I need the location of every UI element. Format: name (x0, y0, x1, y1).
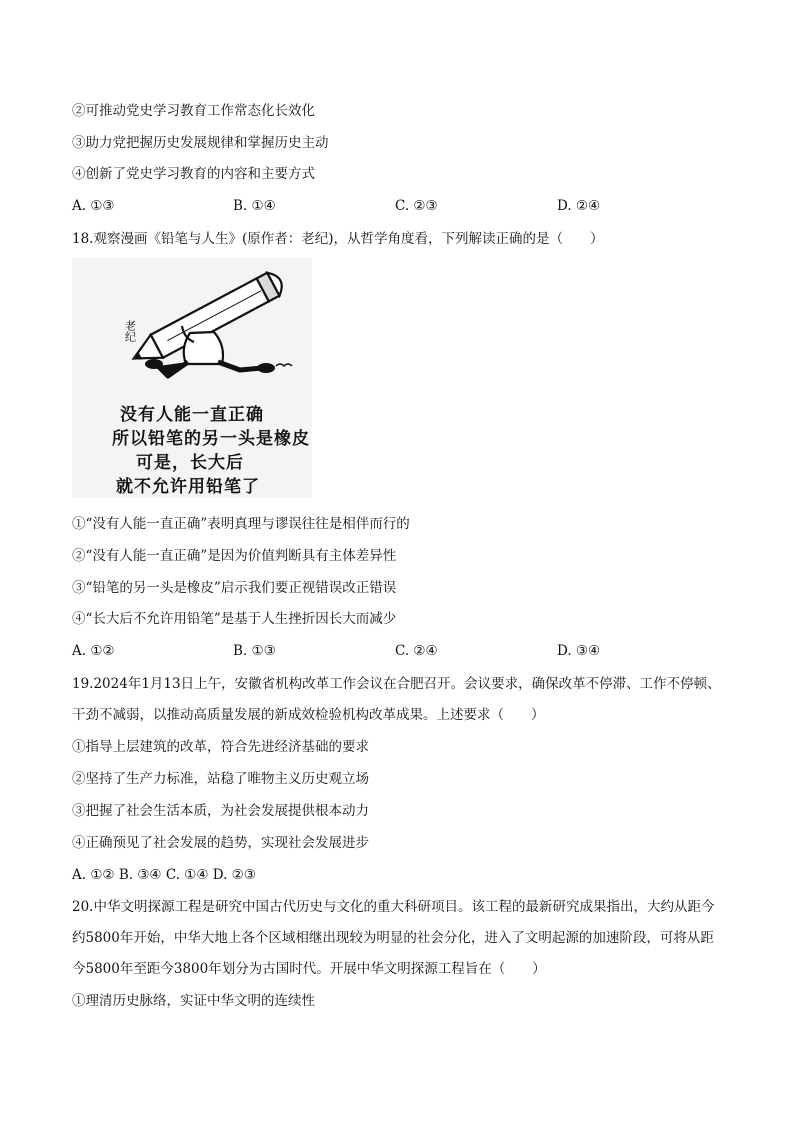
q19-item-4: ④正确预见了社会发展的趋势，实现社会发展进步 (72, 835, 369, 851)
cartoon-signature: 老纪 (123, 320, 137, 342)
q18-option-d: D. ③④ (557, 643, 601, 659)
q19-stem: 19.2024年1月13日上午，安徽省机构改革工作会议在合肥召开。会议要求，确保改革不停滞、工作不停顿、干劲不减弱，以推动高质量发展的新成效检验机构改革成果。上述要求（ ） (72, 676, 721, 723)
cartoon-caption-line-3: 可是，长大后 (136, 453, 244, 473)
q20-item-1: ①理清历史脉络，实证中华文明的连续性 (72, 993, 315, 1009)
q17-item-2: ②可推动党史学习教育工作常态化长效化 (72, 103, 315, 119)
q17-item-4: ④创新了党史学习教育的内容和主要方式 (72, 166, 315, 182)
q17-item-3: ③助力党把握历史发展规律和掌握历史主动 (72, 135, 329, 151)
q17-option-c: C. ②③ (395, 198, 438, 214)
q18-item-1: ①“没有人能一直正确”表明真理与谬误往往是相伴而行的 (72, 516, 410, 532)
cartoon-caption-line-2: 所以铅笔的另一头是橡皮 (112, 429, 310, 449)
q18-item-3: ③“铅笔的另一头是橡皮”启示我们要正视错误改正错误 (72, 580, 397, 596)
cartoon-caption-line-1: 没有人能一直正确 (120, 405, 264, 425)
q20-stem: 20.中华文明探源工程是研究中国古代历史与文化的重大科研项目。该工程的最新研究成果指出，大约从距今约5800年开始，中华大地上各个区域相继出现较为明显的社会分化，进入了文明起源的加速阶段，可将从距今5800年至距今3800年划分为古国时代。开展中华文明探源工程旨在（ ） (72, 899, 715, 977)
q18-item-2: ②“没有人能一直正确”是因为价值判断具有主体差异性 (72, 548, 397, 564)
q19-item-2: ②坚持了生产力标准，站稳了唯物主义历史观立场 (72, 771, 369, 787)
q19-item-1: ①指导上层建筑的改革，符合先进经济基础的要求 (72, 739, 369, 755)
q18-stem: 18.观察漫画《铅笔与人生》(原作者：老纪)，从哲学角度看，下列解读正确的是（ ） (72, 231, 604, 247)
cartoon-caption-line-4: 就不允许用铅笔了 (116, 477, 260, 497)
q18-options (72, 643, 722, 661)
q17-option-a: A. ①③ (72, 198, 115, 214)
q18-option-a: A. ①② (72, 643, 115, 659)
q17-option-d: D. ②④ (557, 198, 601, 214)
q19-item-3: ③把握了社会生活本质，为社会发展提供根本动力 (72, 803, 369, 819)
cartoon-pencil-and-life (72, 258, 312, 498)
q18-option-c: C. ②④ (395, 643, 438, 659)
q18-item-4: ④“长大后不允许用铅笔”是基于人生挫折因长大而减少 (72, 611, 397, 627)
q17-options (72, 198, 722, 216)
q19-options: A. ①② B. ③④ C. ①④ D. ②③ (72, 867, 256, 883)
q17-option-b: B. ①④ (233, 198, 276, 214)
q18-option-b: B. ①③ (233, 643, 276, 659)
